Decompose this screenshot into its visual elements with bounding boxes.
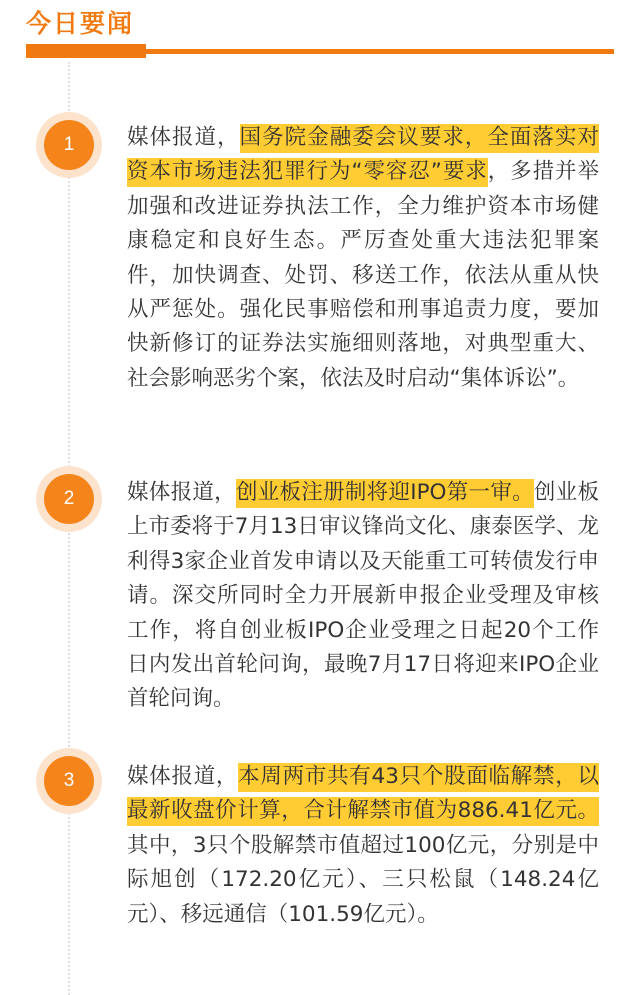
item-number-badge: 2 (44, 474, 94, 524)
news-text (127, 121, 599, 396)
news-body: 其中，3只个股解禁市值超过100亿元，分别是中际旭创（172.20亿元）、三只松鼠（148.24亿元）、移远通信（101.59亿元）。 (127, 832, 599, 927)
news-text (127, 476, 599, 717)
news-prefix: 媒体报道， (127, 125, 240, 150)
news-highlight: 本周两市共有43只个股面临解禁，以最新收盘价计算，合计解禁市值为886.41亿元。 (127, 763, 599, 826)
news-prefix: 媒体报道， (127, 764, 239, 789)
news-text (127, 760, 599, 932)
news-highlight: 创业板注册制将迎IPO第一审。 (236, 479, 534, 508)
section-title: 今日要闻 (26, 9, 135, 38)
item-number-badge: 1 (44, 120, 94, 170)
news-body: 创业板上市委将于7月13日审议锋尚文化、康泰医学、龙利得3家企业首发申请以及天能重工可转债发行申请。深交所同时全力开展新申报企业受理及审核工作，将自创业板IPO企业受理之日起20个工作日内发出首轮问询，最晚7月17日将迎来IPO企业首轮问询。 (127, 480, 599, 712)
timeline-dotted-line (68, 62, 70, 995)
section-header (0, 0, 640, 60)
news-prefix: 媒体报道， (127, 480, 236, 505)
news-body: ，多措并举加强和改进证券执法工作，全力维护资本市场健康稳定和良好生态。严厉查处重大违法犯罪案件，加快调查、处罚、移送工作，依法从重从快从严惩处。强化民事赔偿和刑事追责力度，要加快新修订的证券法实施细则落地，对典型重大、社会影响恶劣个案，依法及时启动“集体诉讼”。 (127, 159, 599, 391)
item-number-badge: 3 (44, 756, 94, 806)
header-title-underline (26, 44, 146, 58)
news-highlight: 国务院金融委会议要求，全面落实对资本市场违法犯罪行为“零容忍”要求 (127, 124, 599, 187)
